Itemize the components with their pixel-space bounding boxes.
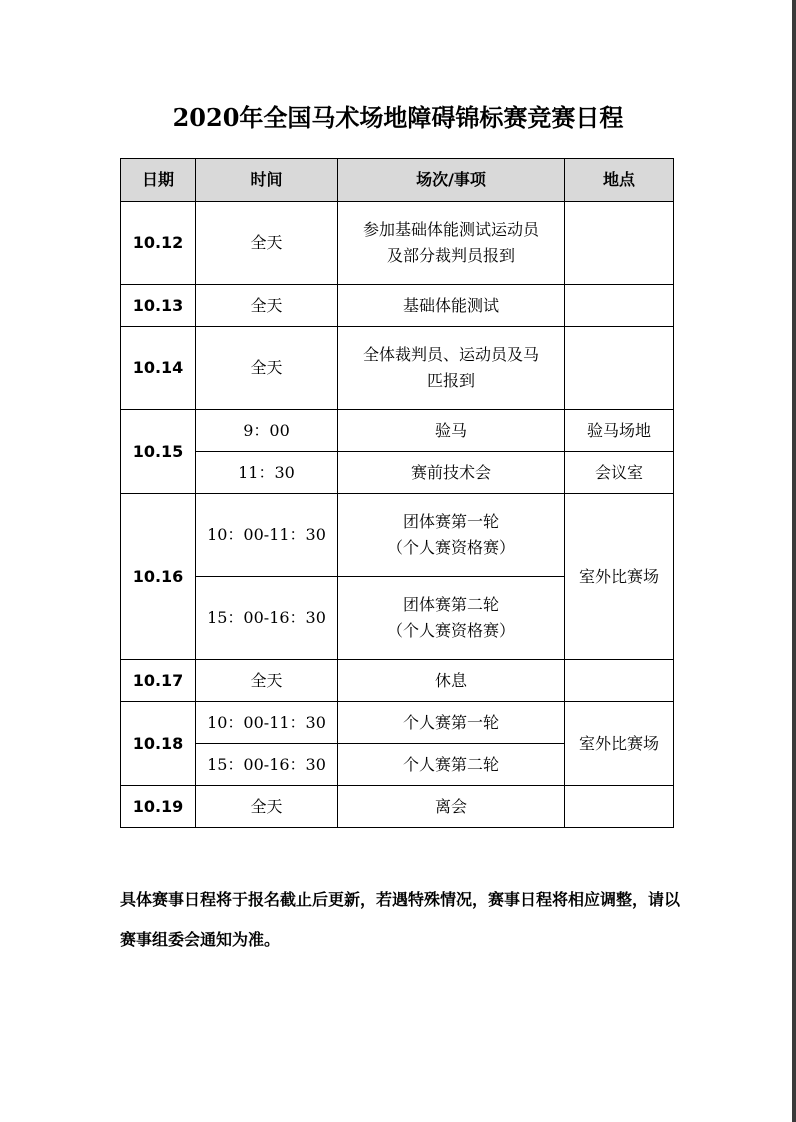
venue-cell bbox=[565, 786, 674, 828]
header-date: 日期 bbox=[121, 159, 196, 202]
time-cell: 全天 bbox=[196, 786, 338, 828]
event-cell: 个人赛第二轮 bbox=[338, 744, 565, 786]
event-line: 参加基础体能测试运动员 bbox=[362, 220, 539, 239]
date-cell: 10.12 bbox=[121, 202, 196, 285]
time-cell: 10：00-11：30 bbox=[196, 494, 338, 577]
venue-cell: 会议室 bbox=[565, 452, 674, 494]
date-cell: 10.19 bbox=[121, 786, 196, 828]
date-cell: 10.15 bbox=[121, 410, 196, 494]
page-edge bbox=[792, 0, 796, 1122]
time-cell: 15：00-16：30 bbox=[196, 577, 338, 660]
event-line: 团体赛第一轮 bbox=[402, 512, 499, 531]
table-row bbox=[121, 452, 674, 494]
venue-cell: 验马场地 bbox=[565, 410, 674, 452]
date-cell: 10.16 bbox=[121, 494, 196, 660]
time-cell: 10：00-11：30 bbox=[196, 702, 338, 744]
event-cell: 个人赛第一轮 bbox=[338, 702, 565, 744]
header-venue: 地点 bbox=[565, 159, 674, 202]
event-cell: 基础体能测试 bbox=[338, 285, 565, 327]
schedule-table bbox=[120, 158, 674, 828]
table-header-row bbox=[121, 159, 674, 202]
time-cell: 全天 bbox=[196, 660, 338, 702]
table-row bbox=[121, 786, 674, 828]
table-row bbox=[121, 327, 674, 410]
event-cell: 赛前技术会 bbox=[338, 452, 565, 494]
event-cell bbox=[338, 202, 565, 285]
time-cell: 9：00 bbox=[196, 410, 338, 452]
venue-cell: 室外比赛场 bbox=[565, 494, 674, 660]
header-event: 场次/事项 bbox=[338, 159, 565, 202]
event-line: （个人赛资格赛） bbox=[386, 621, 515, 640]
table-row bbox=[121, 494, 674, 577]
venue-cell bbox=[565, 285, 674, 327]
event-line: 全体裁判员、运动员及马 bbox=[362, 345, 539, 364]
event-line: （个人赛资格赛） bbox=[386, 538, 515, 557]
table-row bbox=[121, 202, 674, 285]
time-cell: 11：30 bbox=[196, 452, 338, 494]
event-line: 团体赛第二轮 bbox=[402, 595, 499, 614]
event-cell bbox=[338, 327, 565, 410]
event-cell bbox=[338, 577, 565, 660]
time-cell: 全天 bbox=[196, 202, 338, 285]
table-row bbox=[121, 702, 674, 744]
date-cell: 10.18 bbox=[121, 702, 196, 786]
header-time: 时间 bbox=[196, 159, 338, 202]
event-cell bbox=[338, 494, 565, 577]
event-line: 及部分裁判员报到 bbox=[386, 246, 515, 265]
table-row bbox=[121, 660, 674, 702]
schedule-note: 具体赛事日程将于报名截止后更新，若遇特殊情况，赛事日程将相应调整，请以赛事组委会通知为准。 bbox=[120, 890, 681, 949]
date-cell: 10.14 bbox=[121, 327, 196, 410]
date-cell: 10.17 bbox=[121, 660, 196, 702]
date-cell: 10.13 bbox=[121, 285, 196, 327]
event-cell: 休息 bbox=[338, 660, 565, 702]
venue-cell bbox=[565, 327, 674, 410]
event-cell: 离会 bbox=[338, 786, 565, 828]
event-line: 匹报到 bbox=[426, 371, 475, 390]
time-cell: 全天 bbox=[196, 327, 338, 410]
time-cell: 15：00-16：30 bbox=[196, 744, 338, 786]
venue-cell: 室外比赛场 bbox=[565, 702, 674, 786]
page-title: 2020年全国马术场地障碍锦标赛竞赛日程 bbox=[172, 103, 624, 132]
table-row bbox=[121, 410, 674, 452]
venue-cell bbox=[565, 202, 674, 285]
venue-cell bbox=[565, 660, 674, 702]
event-cell: 验马 bbox=[338, 410, 565, 452]
time-cell: 全天 bbox=[196, 285, 338, 327]
table-row bbox=[121, 285, 674, 327]
